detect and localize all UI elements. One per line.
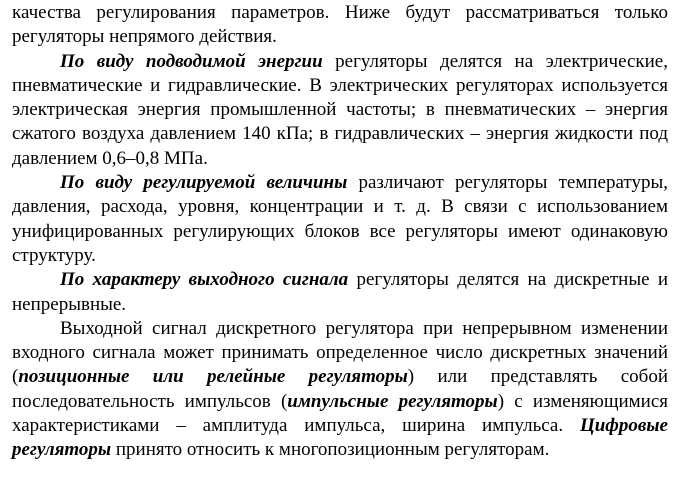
paragraph-1 — [12, 1, 668, 50]
paragraph-discrete-regulator — [12, 317, 668, 463]
text-run: ) с изменяющимися характеристиками – амплитуда импульса, ширина импульса. — [12, 390, 668, 437]
emphasized-term: Цифровые регуляторы — [12, 415, 668, 461]
text-run: регуляторы делятся на электрические, пневматические и гидравлические. В электрических регуляторах используется электрическая энергия промышленной частоты; в пневматических – энергия сжатого воздуха давлением 140 кПа; в гидравлических – энергия жидкости под давлением 0,6–0,8 МПа. — [12, 50, 668, 169]
text-run: принято относить к многопозиционным регуляторам. — [111, 439, 550, 461]
text-run: качества регулирования параметров. Ниже будут рассматриваться только регуляторы непрямого действия. — [12, 2, 668, 48]
emphasized-term: По характеру выходного сигнала — [60, 269, 349, 291]
emphasized-term: позиционные или релейные регуляторы — [18, 366, 408, 388]
emphasized-term: По виду подводимой энергии — [60, 50, 323, 72]
text-run: Выходной сигнал дискретного регулятора при непрерывном изменении входного сигнала может принимать определенное число дискретных значений ( — [12, 317, 668, 388]
paragraph-regulated-quantity — [12, 171, 668, 268]
text-run: ) или представлять собой последовательность импульсов ( — [12, 366, 668, 412]
paragraph-output-signal — [12, 268, 668, 317]
emphasized-term: По виду регулируемой величины — [60, 172, 348, 194]
paragraph-energy-type — [12, 50, 668, 171]
text-run: различают регуляторы температуры, давления, расхода, уровня, концентрации и т. д. В связи с использованием унифицированных регулирующих блоков все регуляторы имеют одинаковую структуру. — [12, 172, 668, 266]
text-run: регуляторы делятся на дискретные и непрерывные. — [12, 269, 668, 315]
emphasized-term: импульсные регуляторы — [287, 390, 498, 412]
